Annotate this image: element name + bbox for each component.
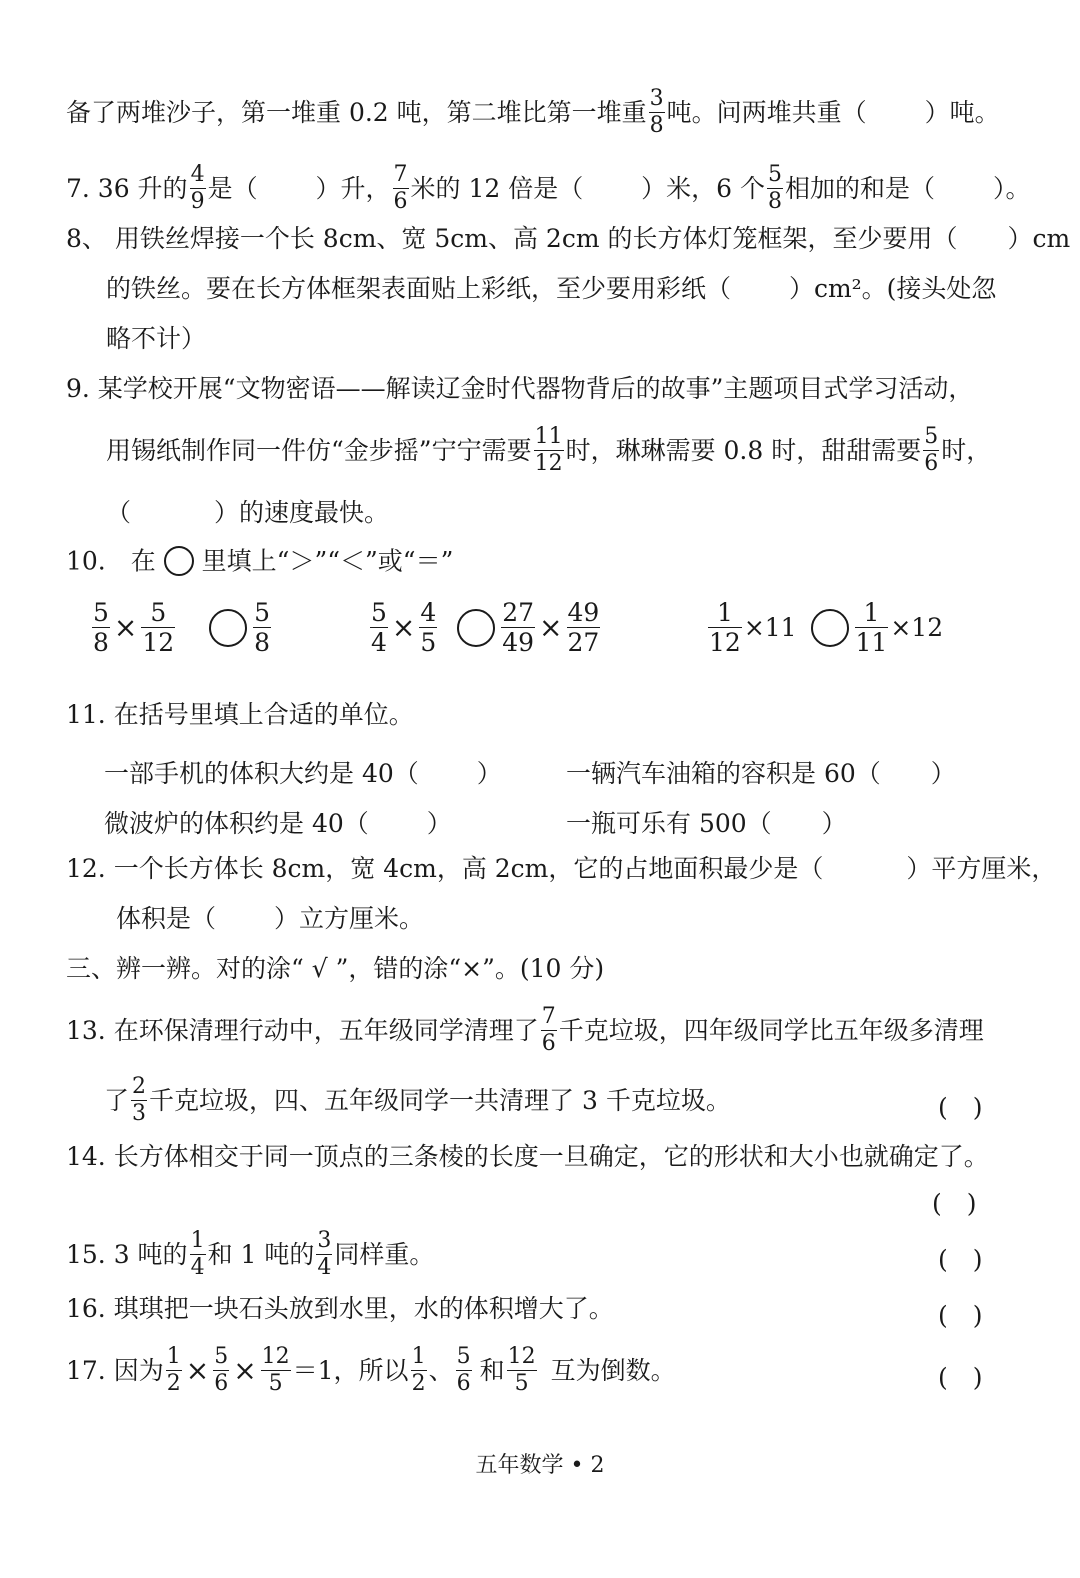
q10-comparison-3: $\frac{1}{12}$ ×11 $\frac{1}{11}$ ×12 (709, 598, 944, 657)
q10-line (66, 546, 1080, 576)
q7-text-1: 7. 36 升的 (66, 174, 188, 203)
q7-text-4: 相加的和是（ ）。 (785, 174, 1031, 203)
q13-text-2: 千克垃圾，四年级同学比五年级多清理 (558, 1016, 984, 1045)
q13-fraction-2: $\frac{2}{3}$ (132, 1074, 147, 1126)
q9-text-2: 时，琳琳需要 0.8 时，甜甜需要 (565, 436, 922, 465)
q7-fraction-1: $\frac{4}{9}$ (190, 162, 205, 214)
q16-answer-paren[interactable]: ( ) (938, 1301, 983, 1330)
q9-fraction-2: $\frac{5}{6}$ (924, 424, 939, 476)
q9-line-2 (106, 426, 1080, 475)
compare-circle-2[interactable] (457, 609, 495, 647)
q12-line-2: 体积是（ ）立方厘米。 (116, 904, 424, 933)
compare-circle-3[interactable] (811, 609, 849, 647)
q13-text-1: 13. 在环保清理行动中，五年级同学清理了 (66, 1016, 539, 1045)
q11-item-d: 一瓶可乐有 500（ ） (566, 809, 847, 838)
q9-text-3: 时， (941, 436, 992, 465)
q16-line: 16. 琪琪把一块石头放到水里，水的体积增大了。 (66, 1294, 614, 1323)
q17-fraction-b: $\frac{5}{6}$ (214, 1344, 229, 1396)
q14-line-1: 14. 长方体相交于同一顶点的三条棱的长度一旦确定，它的形状和大小也就确定了。 (66, 1142, 989, 1171)
q11-item-b: 一辆汽车油箱的容积是 60（ ） (566, 759, 956, 788)
q13-line-2 (104, 1076, 1080, 1125)
q9-line-1: 9. 某学校开展“文物密语——解读辽金时代器物背后的故事”主题项目式学习活动， (66, 374, 974, 403)
q13-answer-paren[interactable]: ( ) (938, 1093, 983, 1122)
q7-fraction-3: $\frac{5}{8}$ (768, 162, 783, 214)
q6-fraction: $\frac{3}{8}$ (649, 86, 664, 138)
q12-line-1: 12. 一个长方体长 8cm，宽 4cm，高 2cm，它的占地面积最少是（ ）平方厘米， (66, 854, 1057, 883)
q11-title: 11. 在括号里填上合适的单位。 (66, 700, 414, 729)
q9-text-1: 用锡纸制作同一件仿“金步摇”宁宁需要 (106, 436, 532, 465)
section-3-title: 三、辨一辨。对的涂“ √ ”，错的涂“×”。(10 分) (66, 954, 605, 983)
q7-line (66, 164, 1080, 213)
q8-line-1: 8、 用铁丝焊接一个长 8cm、宽 5cm、高 2cm 的长方体灯笼框架，至少要用（ ）cm (66, 224, 1071, 253)
q13-fraction-1: $\frac{7}{6}$ (541, 1004, 556, 1056)
q10-comparison-1: $\frac{5}{8}$ × $\frac{5}{12}$ $\frac{5}{8}$ (93, 598, 271, 657)
compare-circle-1[interactable] (209, 609, 247, 647)
q15-answer-paren[interactable]: ( ) (938, 1245, 983, 1274)
q8-line-2: 的铁丝。要在长方体框架表面贴上彩纸，至少要用彩纸（ ）cm²。(接头处忽 (106, 274, 997, 303)
answer-circle-icon[interactable] (164, 546, 194, 576)
q17-fraction-f: $\frac{12}{5}$ (507, 1344, 536, 1396)
q15-fraction-2: $\frac{3}{4}$ (317, 1228, 332, 1280)
page-footer: 五年数学 • 2 (475, 1453, 605, 1478)
q17-answer-paren[interactable]: ( ) (938, 1363, 983, 1392)
q15-text-1: 15. 3 吨的 (66, 1240, 188, 1269)
q7-text-3: 米的 12 倍是（ ）米，6 个 (410, 174, 766, 203)
q9-fraction-1: $\frac{11}{12}$ (534, 424, 563, 476)
q6-text-2: 吨。问两堆共重（ ）吨。 (666, 98, 1000, 127)
q13-line-1 (66, 1006, 1080, 1055)
q10-comparison-2: $\frac{5}{4}$ × $\frac{4}{5}$ $\frac{27}{49}$ × $\frac{49}{27}$ (371, 598, 600, 657)
q7-fraction-2: $\frac{7}{6}$ (393, 162, 408, 214)
q8-line-3: 略不计） (106, 324, 207, 353)
q17-fraction-e: $\frac{5}{6}$ (456, 1344, 471, 1396)
q17-line: 17. 因为 $\frac{1}{2}$ × $\frac{5}{6}$ × $\frac{12}{5}$ ＝1，所以 $\frac{1}{2}$ 、 $\frac{5}{6}$ 和 $\frac{12}{5}$ 互为倒数。 (66, 1344, 676, 1396)
q15-fraction-1: $\frac{1}{4}$ (190, 1228, 205, 1280)
q17-fraction-c: $\frac{12}{5}$ (261, 1344, 290, 1396)
q10-text-2: 里填上“＞”“＜”或“＝” (201, 546, 454, 576)
q15-text-3: 同样重。 (334, 1240, 435, 1269)
q17-fraction-d: $\frac{1}{2}$ (411, 1344, 426, 1396)
q6-line (66, 88, 1080, 137)
q11-item-c: 微波炉的体积约是 40（ ） (104, 809, 452, 838)
q14-answer-paren[interactable]: ( ) (932, 1189, 977, 1218)
q15-line (66, 1230, 1080, 1279)
q6-text-1: 备了两堆沙子，第一堆重 0.2 吨，第二堆比第一堆重 (66, 98, 647, 127)
q13-text-4: 千克垃圾，四、五年级同学一共清理了 3 千克垃圾。 (149, 1086, 731, 1115)
q10-text-1: 10. 在 (66, 546, 156, 576)
q15-text-2: 和 1 吨的 (207, 1240, 315, 1269)
q17-fraction-a: $\frac{1}{2}$ (166, 1344, 181, 1396)
q11-item-a: 一部手机的体积大约是 40（ ） (104, 759, 502, 788)
q13-text-3: 了 (104, 1086, 130, 1115)
q9-line-3: （ ）的速度最快。 (106, 498, 389, 527)
q7-text-2: 是（ ）升， (207, 174, 391, 203)
